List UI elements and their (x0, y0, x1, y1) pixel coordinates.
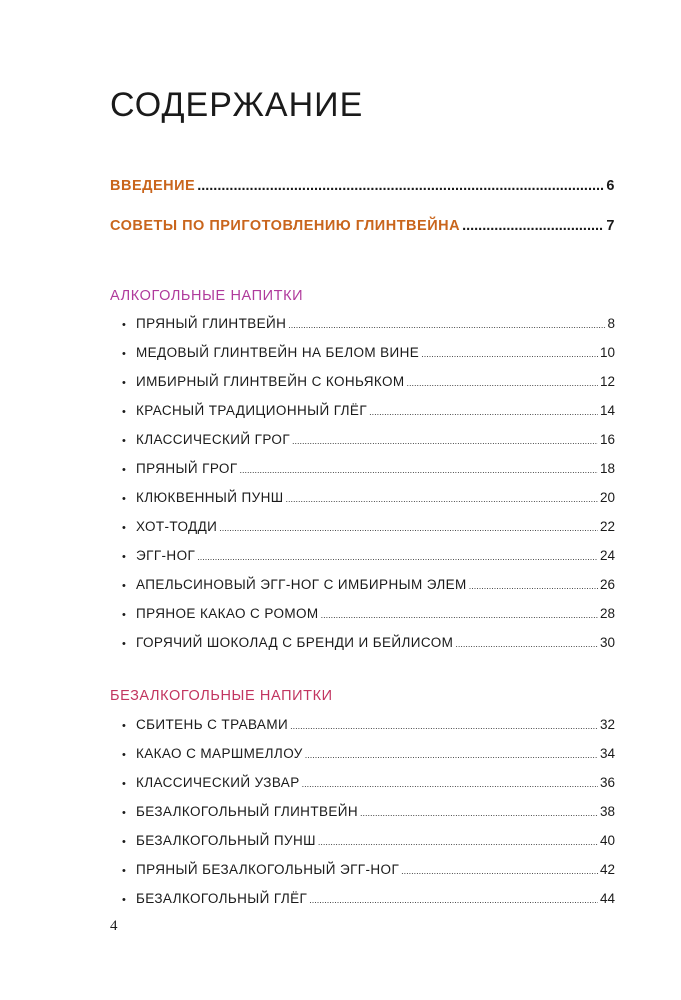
toc-item[interactable] (122, 606, 615, 635)
dot-leader (197, 552, 598, 562)
toc-item-page: 10 (599, 345, 615, 360)
dot-leader (288, 320, 605, 330)
bullet-icon: • (122, 522, 127, 534)
toc-item-label: ПРЯНЫЙ БЕЗАЛКОГОЛЬНЫЙ ЭГГ-НОГ (136, 862, 400, 877)
toc-item[interactable] (122, 519, 615, 548)
toc-item-page: 12 (599, 374, 615, 389)
dot-leader (197, 178, 604, 194)
toc-item-page: 22 (599, 519, 615, 534)
toc-item-label: КЛЮКВЕННЫЙ ПУНШ (136, 490, 284, 505)
bullet-icon: • (122, 435, 127, 447)
toc-entry-tips[interactable] (110, 218, 615, 234)
toc-item-page: 44 (599, 891, 615, 906)
dot-leader (292, 436, 598, 446)
bullet-icon: • (122, 406, 127, 418)
toc-item-label: ХОТ-ТОДДИ (136, 519, 218, 534)
dot-leader (369, 407, 598, 417)
section-heading-alcoholic: АЛКОГОЛЬНЫЕ НАПИТКИ (110, 288, 304, 304)
toc-item[interactable] (122, 403, 615, 432)
toc-item-page: 26 (599, 577, 615, 592)
bullet-icon: • (122, 377, 127, 389)
toc-item-label: АПЕЛЬСИНОВЫЙ ЭГГ-НОГ С ИМБИРНЫМ ЭЛЕМ (136, 577, 467, 592)
toc-item-page: 40 (599, 833, 615, 848)
dot-leader (421, 349, 598, 359)
toc-entry-label: СОВЕТЫ ПО ПРИГОТОВЛЕНИЮ ГЛИНТВЕЙНА (110, 218, 461, 234)
toc-item[interactable] (122, 374, 615, 403)
section-heading-nonalcoholic: БЕЗАЛКОГОЛЬНЫЕ НАПИТКИ (110, 688, 333, 704)
toc-item-page: 14 (599, 403, 615, 418)
bullet-icon: • (122, 836, 127, 848)
dot-leader (302, 779, 598, 789)
dot-leader (240, 465, 598, 475)
toc-item-label: ЭГГ-НОГ (136, 548, 196, 563)
toc-entry-label: ВВЕДЕНИЕ (110, 178, 196, 194)
toc-item[interactable] (122, 862, 615, 891)
toc-item[interactable] (122, 548, 615, 577)
toc-item-page: 34 (599, 746, 615, 761)
toc-entry-introduction[interactable] (110, 178, 615, 194)
toc-item-label: ПРЯНЫЙ ГЛИНТВЕЙН (136, 316, 287, 331)
bullet-icon: • (122, 720, 127, 732)
toc-item[interactable] (122, 577, 615, 606)
toc-item-label: СБИТЕНЬ С ТРАВАМИ (136, 717, 289, 732)
toc-item[interactable] (122, 833, 615, 862)
toc-item-page: 18 (599, 461, 615, 476)
toc-item[interactable] (122, 345, 615, 374)
toc-item-label: КЛАССИЧЕСКИЙ УЗВАР (136, 775, 300, 790)
toc-item[interactable] (122, 804, 615, 833)
toc-item-label: ИМБИРНЫЙ ГЛИНТВЕЙН С КОНЬЯКОМ (136, 374, 405, 389)
page-title: СОДЕРЖАНИЕ (110, 86, 364, 124)
bullet-icon: • (122, 749, 127, 761)
page-number: 4 (110, 918, 118, 934)
toc-item-page: 30 (599, 635, 615, 650)
dot-leader (360, 808, 598, 818)
toc-item-page: 16 (599, 432, 615, 447)
dot-leader (290, 721, 598, 731)
bullet-icon: • (122, 609, 127, 621)
toc-item-label: БЕЗАЛКОГОЛЬНЫЙ ГЛИНТВЕЙН (136, 804, 359, 819)
bullet-icon: • (122, 865, 127, 877)
dot-leader (309, 895, 598, 905)
toc-item-page: 38 (599, 804, 615, 819)
bullet-icon: • (122, 551, 127, 563)
toc-item-label: БЕЗАЛКОГОЛЬНЫЙ ПУНШ (136, 833, 316, 848)
toc-item[interactable] (122, 717, 615, 746)
toc-item-label: МЕДОВЫЙ ГЛИНТВЕЙН НА БЕЛОМ ВИНЕ (136, 345, 420, 360)
dot-leader (462, 218, 604, 234)
toc-item[interactable] (122, 775, 615, 804)
bullet-icon: • (122, 493, 127, 505)
toc-item[interactable] (122, 490, 615, 519)
toc-item[interactable] (122, 891, 615, 920)
dot-leader (286, 494, 598, 504)
dot-leader (469, 581, 598, 591)
dot-leader (401, 866, 598, 876)
toc-item-page: 8 (607, 316, 615, 331)
toc-item-page: 20 (599, 490, 615, 505)
toc-item-label: ПРЯНОЕ КАКАО С РОМОМ (136, 606, 319, 621)
dot-leader (455, 639, 598, 649)
dot-leader (407, 378, 598, 388)
toc-item[interactable] (122, 746, 615, 775)
toc-item-label: КРАСНЫЙ ТРАДИЦИОННЫЙ ГЛЁГ (136, 403, 368, 418)
toc-item-page: 32 (599, 717, 615, 732)
toc-entry-page: 7 (606, 218, 615, 234)
toc-item-label: КАКАО С МАРШМЕЛЛОУ (136, 746, 303, 761)
toc-list-alcoholic (122, 316, 615, 664)
toc-item[interactable] (122, 461, 615, 490)
bullet-icon: • (122, 319, 127, 331)
toc-item[interactable] (122, 432, 615, 461)
dot-leader (321, 610, 598, 620)
toc-item-label: ПРЯНЫЙ ГРОГ (136, 461, 238, 476)
toc-item-label: ГОРЯЧИЙ ШОКОЛАД С БРЕНДИ И БЕЙЛИСОМ (136, 635, 454, 650)
toc-item-label: БЕЗАЛКОГОЛЬНЫЙ ГЛЁГ (136, 891, 308, 906)
toc-list-nonalcoholic (122, 717, 615, 920)
toc-item-page: 42 (599, 862, 615, 877)
bullet-icon: • (122, 894, 127, 906)
bullet-icon: • (122, 348, 127, 360)
toc-item-label: КЛАССИЧЕСКИЙ ГРОГ (136, 432, 291, 447)
toc-item[interactable] (122, 316, 615, 345)
dot-leader (219, 523, 598, 533)
bullet-icon: • (122, 778, 127, 790)
toc-entry-page: 6 (606, 178, 615, 194)
bullet-icon: • (122, 807, 127, 819)
dot-leader (305, 750, 598, 760)
toc-item-page: 28 (599, 606, 615, 621)
dot-leader (318, 837, 598, 847)
toc-item-page: 36 (599, 775, 615, 790)
toc-item-page: 24 (599, 548, 615, 563)
bullet-icon: • (122, 464, 127, 476)
toc-item[interactable] (122, 635, 615, 664)
bullet-icon: • (122, 638, 127, 650)
bullet-icon: • (122, 580, 127, 592)
